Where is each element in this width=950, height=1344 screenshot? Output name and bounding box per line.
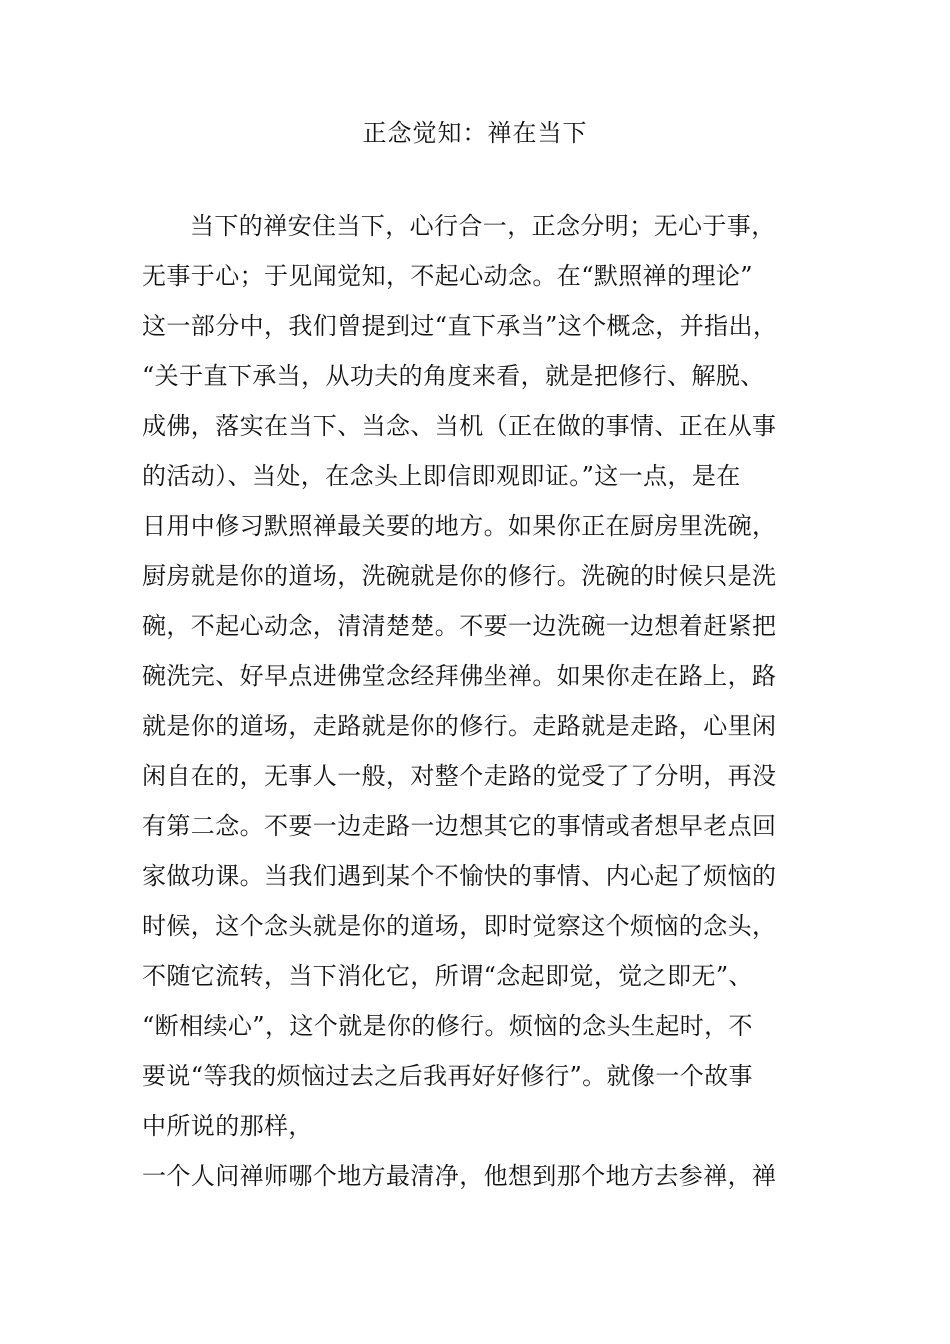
paragraph-line: “断相续心”，这个就是你的修行。烦恼的念头生起时，不 xyxy=(142,1012,753,1040)
paragraph-line: “关于直下承当，从功夫的角度来看，就是把修行、解脱、 xyxy=(142,362,765,390)
paragraph-line: 厨房就是你的道场，洗碗就是你的修行。洗碗的时候只是洗 xyxy=(142,562,777,590)
paragraph-line: 不随它流转，当下消化它，所谓“念起即觉，觉之即无”、 xyxy=(142,962,753,990)
paragraph-line: 中所说的那样， xyxy=(142,1112,313,1140)
paragraph-line: 碗，不起心动念，清清楚楚。不要一边洗碗一边想着赶紧把 xyxy=(142,612,777,640)
paragraph-line: 有第二念。不要一边走路一边想其它的事情或者想早老点回 xyxy=(142,812,777,840)
document-body xyxy=(142,206,842,1206)
paragraph-line: 的活动）、当处，在念头上即信即观即证。”这一点，是在 xyxy=(142,462,741,490)
paragraph-line: 日用中修习默照禅最关要的地方。如果你正在厨房里洗碗， xyxy=(142,512,777,540)
paragraph-line: 无事于心；于见闻觉知，不起心动念。在“默照禅的理论” xyxy=(142,262,753,290)
paragraph-line: 要说“等我的烦恼过去之后我再好好修行”。就像一个故事 xyxy=(142,1062,753,1090)
paragraph-line: 碗洗完、好早点进佛堂念经拜佛坐禅。如果你走在路上，路 xyxy=(142,662,777,690)
paragraph-line: 成佛，落实在当下、当念、当机（正在做的事情、正在从事 xyxy=(142,412,777,440)
paragraph-line: 一个人问禅师哪个地方最清净，他想到那个地方去参禅，禅 xyxy=(142,1162,777,1190)
paragraph-line: 家做功课。当我们遇到某个不愉快的事情、内心起了烦恼的 xyxy=(142,862,777,890)
paragraph-line: 当下的禅安住当下，心行合一，正念分明；无心于事， xyxy=(190,212,776,240)
paragraph-line: 这一部分中，我们曾提到过“直下承当”这个概念，并指出， xyxy=(142,312,778,340)
paragraph-line: 闲自在的，无事人一般，对整个走路的觉受了了分明，再没 xyxy=(142,762,777,790)
document-title: 正念觉知：禅在当下 xyxy=(362,119,588,147)
paragraph-line: 时候，这个念头就是你的道场，即时觉察这个烦恼的念头， xyxy=(142,912,777,940)
paragraph-line: 就是你的道场，走路就是你的修行。走路就是走路，心里闲 xyxy=(142,712,777,740)
